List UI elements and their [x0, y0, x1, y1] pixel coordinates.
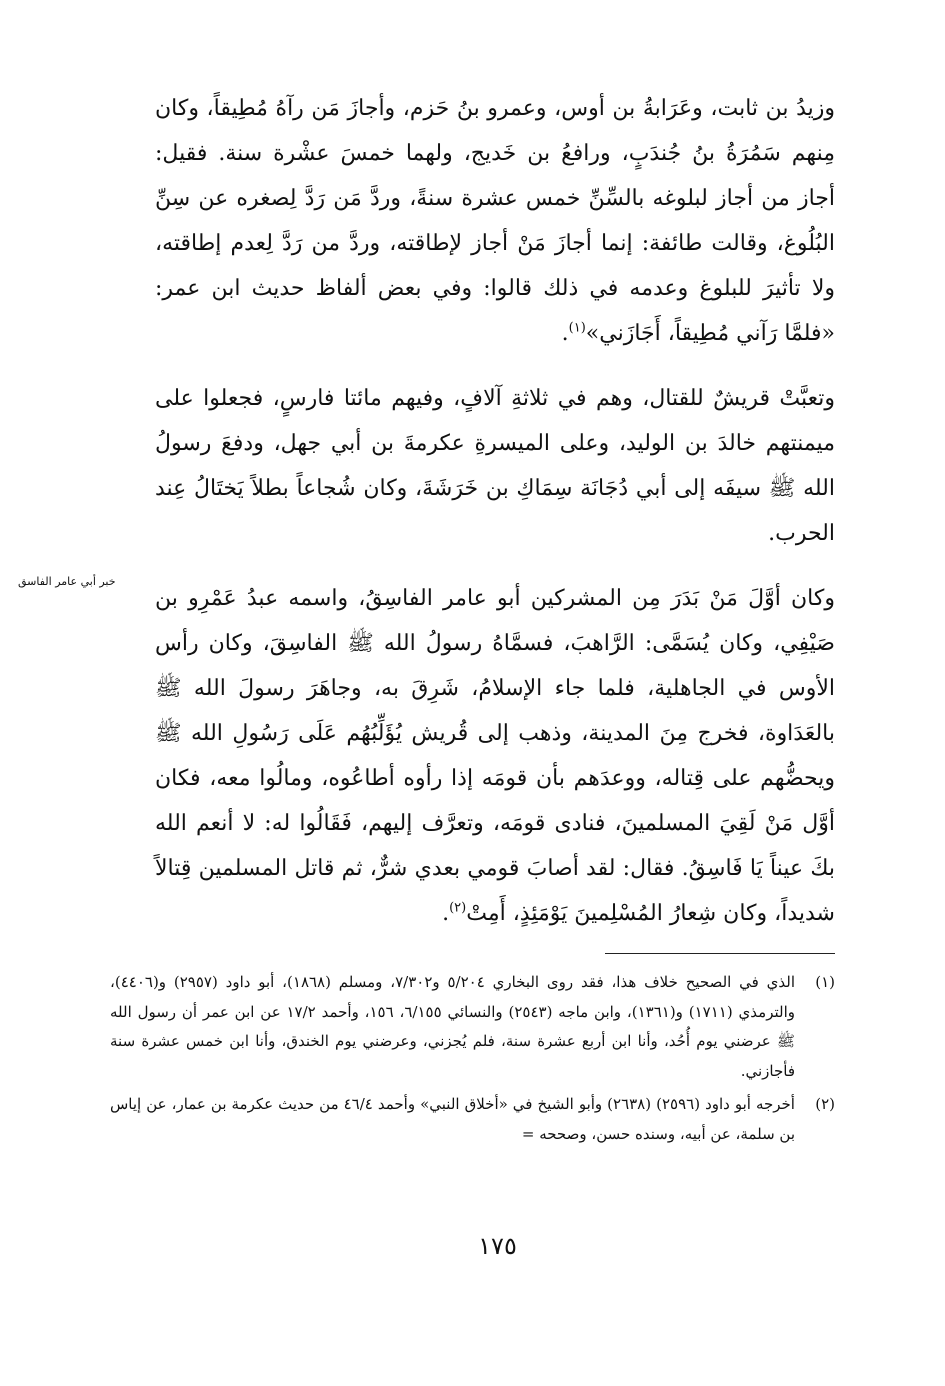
footnotes [110, 968, 835, 1149]
footnote-ref-2[interactable]: (٢) [449, 900, 467, 916]
main-text [155, 86, 835, 936]
footnote-text: الذي في الصحيح خلاف هذا، فقد روى البخاري ٥/٢٠٤ و٧/٣٠٢، ومسلم (١٨٦٨)، أبو داود (٢٩٥٧) و(٤٤٠٦)، والترمذي (١٧١١) و(١٣٦١)، وابن ماجه (٢٥٤٣) والنسائي ٦/١٥٥، ١٥٦، وأحمد ١٧/٢ عن ابن عمر أن رسول الله ﷺ عرضني يوم أُحُد، وأنا ابن أربع عشرة سنة، فلم يُجزني، وعرضني يوم الخندق، وأنا ابن خمس عشرة سنة فأجازني. [110, 973, 796, 1080]
paragraph-3-end: . [442, 901, 450, 926]
footnote-number: (٢) [815, 1095, 835, 1113]
paragraph-2: وتعبَّتْ قريشٌ للقتال، وهم في ثلاثةِ آلافٍ، وفيهم مائتا فارسٍ، فجعلوا على ميمنتهم خالدَ بن الوليد، وعلى الميسرةِ عكرمةَ بن أبي جهل، ودفعَ رسولُ الله ﷺ سيفَه إلى أبي دُجَانَة سِمَاكِ بن خَرَشَةَ، وكان شُجاعاً بطلاً يَختَالُ عِند الحرب. [155, 386, 835, 546]
footnote-2 [110, 1090, 835, 1149]
paragraph-1-end: . [561, 321, 569, 346]
page-number: ١٧٥ [478, 1232, 517, 1260]
footnote-separator [605, 953, 835, 954]
footnote-1 [110, 968, 835, 1086]
paragraph-3 [155, 576, 835, 936]
margin-note: خبر أبي عامر الفاسق [18, 575, 116, 588]
paragraph-3-text: وكان أوَّلَ مَنْ بَدَرَ مِن المشركين أبو عامر الفاسِقُ، واسمه عبدُ عَمْرِو بن صَيْفِي، وكان يُسَمَّى: الرَّاهبَ، فسمَّاهُ رسولُ الله ﷺ الفاسِقَ، وكان رأس الأوس في الجاهلية، فلما جاء الإسلامُ، شَرِقَ به، وجاهَرَ رسولَ الله ﷺ بالعَدَاوة، فخرج مِنَ المدينة، وذهب إلى قُريش يُؤَلِّبُهُم عَلَى رَسُولِ الله ﷺ ويحضُّهم على قِتاله، ووعدَهم بأن قومَه إذا رأوه أطاعُوه، ومالُوا معه، فكان أوَّل مَنْ لَقِيَ المسلمينَ، فنادى قومَه، وتعرَّف إليهم، فَقَالُوا له: لا أنعم الله بكَ عيناً يَا فَاسِقُ. فقال: لقد أصابَ قومي بعدي شرٌّ، ثم قاتل المسلمين قِتالاً شديداً، وكان شِعارُ المُسْلِمينَ يَوْمَئِذٍ، أَمِتْ [155, 586, 835, 926]
paragraph-1 [155, 86, 835, 356]
footnote-number: (١) [815, 973, 835, 991]
footnote-text: أخرجه أبو داود (٢٥٩٦) (٢٦٣٨) وأبو الشيخ في «أخلاق النبي» وأحمد ٤٦/٤ من حديث عكرمة بن عمار، عن إياس بن سلمة، عن أبيه، وسنده حسن، وصححه = [110, 1095, 795, 1143]
footnote-ref-1[interactable]: (١) [568, 320, 586, 336]
paragraph-1-text: وزيدُ بن ثابت، وعَرَابةُ بن أوس، وعمرو بنُ حَزم، وأجازَ مَن رآهُ مُطِيقاً، وكان مِنهم سَمُرَةُ بنُ جُندَبٍ، ورافعُ بن خَديج، ولهما خمسَ عشْرة سنة. فقيل: أجاز من أجاز لبلوغه بالسِّنِّ خمس عشرة سنةً، وردَّ مَن رَدَّ لِصغره عن سِنِّ البُلُوغ، وقالت طائفة: إنما أجازَ مَنْ أجاز لإطاقته، وردَّ من رَدَّ لِعدم إطاقته، ولا تأثيرَ للبلوغ وعدمه في ذلك قالوا: وفي بعض ألفاظ حديث ابن عمر: «فلمَّا رَآني مُطِيقاً، أَجَازَني» [155, 96, 835, 346]
